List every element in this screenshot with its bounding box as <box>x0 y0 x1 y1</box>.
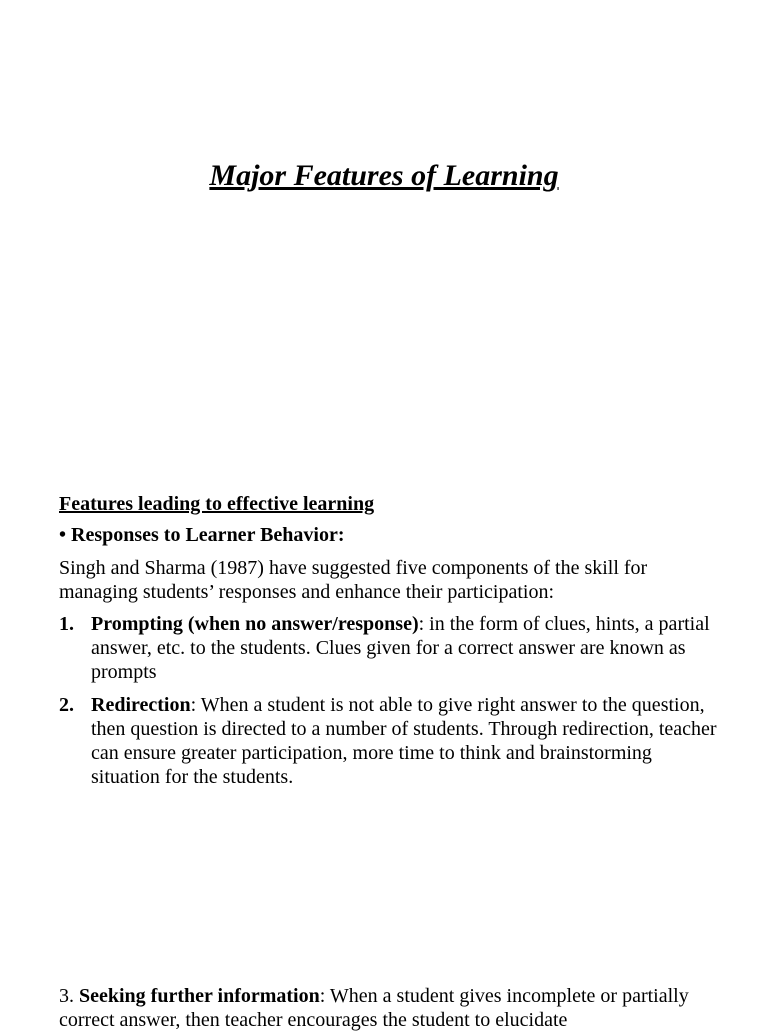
bullet-heading <box>59 523 345 547</box>
section-heading: Features leading to effective learning <box>59 493 375 515</box>
page-title: Major Features of Learning <box>209 159 559 192</box>
list-item-text: : in the form of clues, hints, a partial answer, etc. to the students. Clues given for a correct answer are known as prompts <box>91 613 710 683</box>
list-item-redirection <box>59 693 719 789</box>
list-item-text: : When a student gives incomplete or partially correct answer, then teacher encourages the student to elucidate <box>59 985 689 1031</box>
list-item-number: 2. <box>59 694 74 716</box>
bullet-symbol: • <box>59 524 67 546</box>
bullet-label: Responses to Learner Behavior: <box>71 524 345 546</box>
list-item-term: Seeking further information <box>79 985 320 1007</box>
list-item-number: 1. <box>59 613 74 635</box>
list-item-term: Redirection <box>91 694 191 716</box>
list-item-prompting <box>59 612 719 684</box>
list-item-seeking-information <box>59 984 719 1032</box>
list-item-number: 3. <box>59 985 74 1007</box>
intro-paragraph: Singh and Sharma (1987) have suggested five components of the skill for managing students’ responses and enhance their participation: <box>59 557 648 603</box>
list-item-text: : When a student is not able to give right answer to the question, then question is directed to a number of students. Through redirection, teacher can ensure greater participation, more time to think and brainstorming situation for the students. <box>91 694 717 788</box>
list-item-term: Prompting (when no answer/response) <box>91 613 419 635</box>
